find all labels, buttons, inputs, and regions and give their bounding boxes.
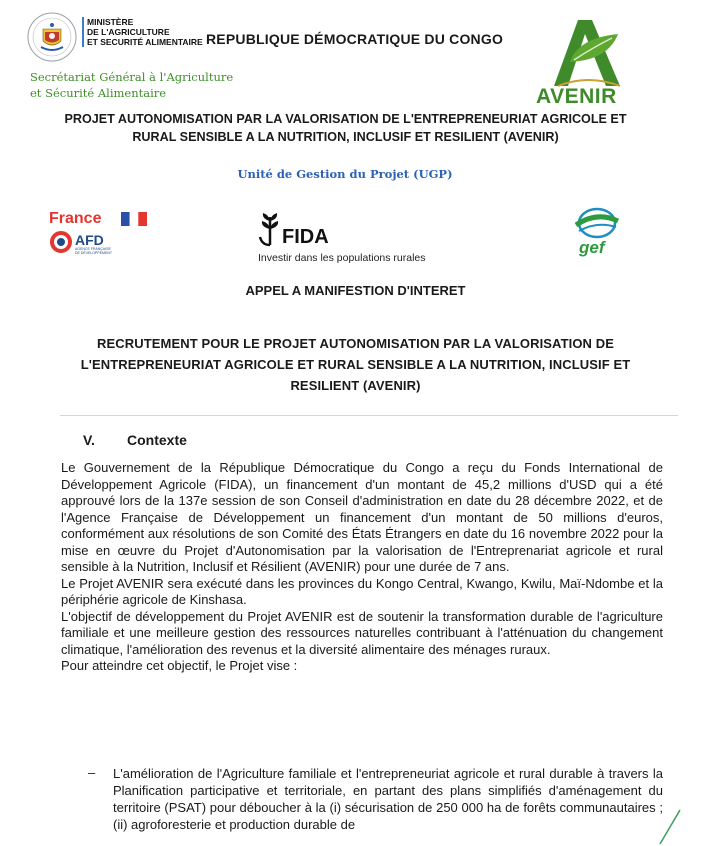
drc-coat-of-arms-icon bbox=[27, 11, 77, 63]
project-unit: Unité de Gestion du Projet (UGP) bbox=[237, 167, 453, 181]
afd-logo-icon bbox=[48, 231, 74, 253]
french-flag-icon bbox=[121, 212, 147, 226]
avenir-logo-icon bbox=[548, 12, 626, 88]
paragraph: Pour atteindre cet objectif, le Projet vise : bbox=[61, 658, 298, 673]
bullet-text: L'amélioration de l'Agriculture familiale et l'entrepreneuriat agricole et rural durable à travers la Planification participative et territoriale, en partant des plans simplifiés d'aménagement du territoire (PSAT) pour déboucher à la (i) sécurisation de 250 000 ha de forêts communautaires ; (ii) agroforesterie et production durable de bbox=[113, 766, 663, 832]
fida-logo-text: FIDA bbox=[282, 226, 329, 248]
france-logo-text: France bbox=[49, 210, 102, 227]
paragraph: L'objectif de développement du Projet AVENIR est de soutenir la transformation durable de l'agriculture familiale et une meilleure gestion des ressources naturelles contribuant à l'atténuation du changement climatique, l'amélioration des revenus et la diversité alimentaire des ménages ruraux. bbox=[61, 608, 663, 657]
recruitment-title: RECRUTEMENT POUR LE PROJET AUTONOMISATION PAR LA VALORISATION DE L'ENTREPRENEURIAT AGRICOLE ET RURAL SENSIBLE A LA NUTRITION, INCLUSIF ET RESILIENT (AVENIR) bbox=[80, 336, 631, 393]
paragraph: Le Gouvernement de la République Démocratique du Congo a reçu du Fonds International de Développement Agricole (FIDA), un financement d'un montant de 45,2 millions d'USD qui a été approuvé lors de la 137e session de son Conseil d'administration en date du 28 décembre 2022, et de l'Agence Française de Développement un financement d'un montant de 50 millions d'euros, conformément aux résolutions de son Comité des États Étrangers en date du 16 novembre 2022 pour la mise en œuvre du Projet d'Autonomisation par la valorisation de l'Entreprenariat agricole et rural sensible à la Nutrition, Inclusif et Résilient (AVENIR) pour une durée de 7 ans. bbox=[61, 460, 663, 574]
fida-tagline: Investir dans les populations rurales bbox=[258, 252, 426, 264]
section-number: V. bbox=[83, 432, 95, 448]
project-title: PROJET AUTONOMISATION PAR LA VALORISATION DE L'ENTREPRENEURIAT AGRICOLE ET RURAL SENSIBLE A LA NUTRITION, INCLUSIF ET RESILIENT (AVENIR) bbox=[64, 112, 627, 144]
paragraph: Le Projet AVENIR sera exécuté dans les provinces du Kongo Central, Kwango, Kwilu, Maï-Ndombe et la périphérie agricole de Kinshasa. bbox=[61, 575, 663, 607]
ministry-name: MINISTÈRE DE L'AGRICULTURE ET SECURITÉ ALIMENTAIRE bbox=[82, 17, 203, 47]
afd-subtitle: AGENCE FRANÇAISE DE DÉVELOPPEMENT bbox=[75, 247, 112, 255]
country-name: REPUBLIQUE DÉMOCRATIQUE DU CONGO bbox=[206, 31, 504, 47]
avenir-logo-text: AVENIR bbox=[536, 85, 617, 108]
section-title: Contexte bbox=[127, 432, 187, 448]
gef-logo-text: gef bbox=[579, 238, 605, 257]
gef-logo-icon bbox=[570, 205, 624, 241]
section-heading bbox=[83, 432, 187, 448]
divider bbox=[60, 415, 678, 416]
context-body bbox=[61, 460, 663, 675]
afd-logo-text: AFD bbox=[75, 232, 104, 248]
pen-mark-icon bbox=[656, 808, 686, 846]
secretariat-name: Secrétariat Général à l'Agriculture et Sécurité Alimentaire bbox=[30, 70, 234, 100]
call-title: APPEL A MANIFESTION D'INTERET bbox=[245, 283, 466, 298]
bullet-marker: – bbox=[88, 765, 96, 780]
fida-wheat-icon bbox=[258, 211, 282, 247]
